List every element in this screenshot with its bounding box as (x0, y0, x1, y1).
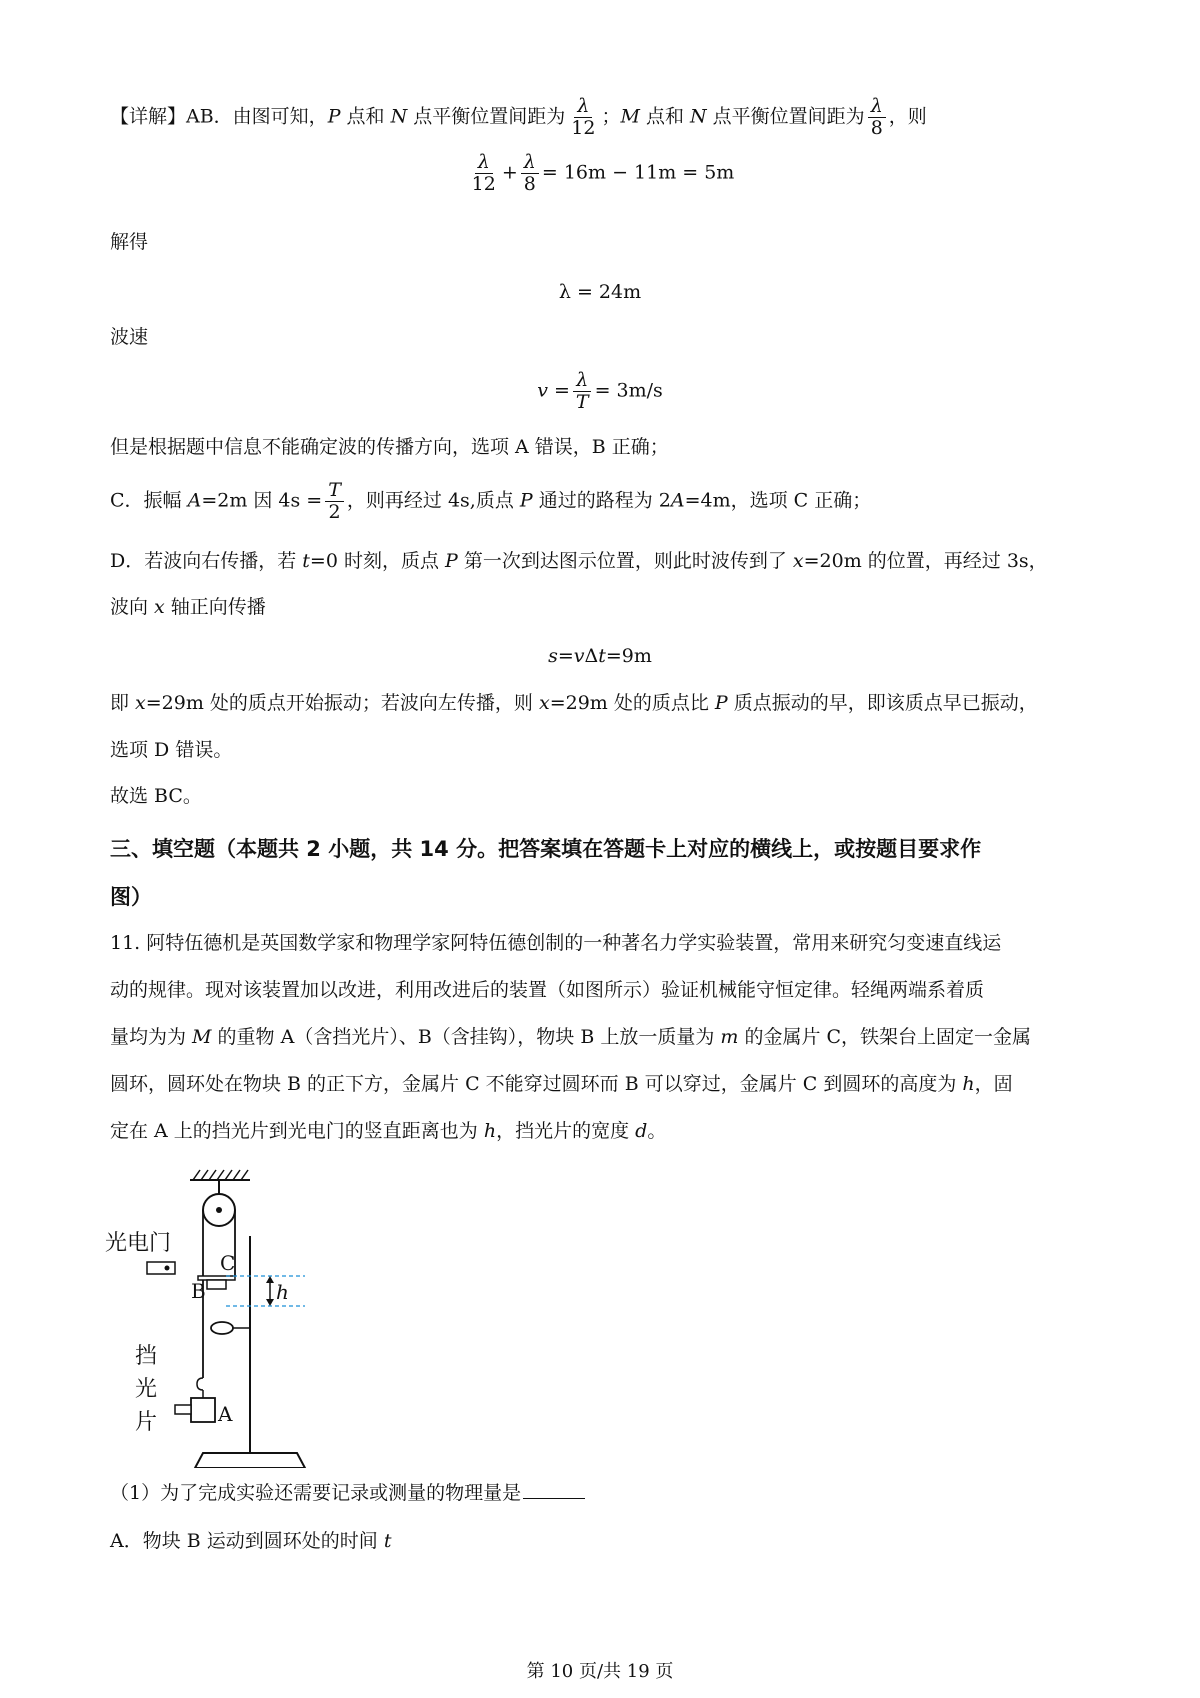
text: 8 (870, 116, 883, 139)
var: v (573, 645, 585, 667)
var: t (302, 550, 310, 572)
text: =0 时刻，质点 (309, 550, 446, 572)
sub-question-1 (110, 1482, 585, 1505)
var: N (390, 105, 408, 128)
var: P (445, 550, 458, 572)
text: 的金属片 C，铁架台上固定一金属 (738, 1026, 1032, 1048)
var: λ (523, 151, 536, 173)
block-b (207, 1280, 226, 1289)
label-a: A (218, 1402, 233, 1426)
solution-line-D2 (110, 596, 266, 619)
hook (197, 1378, 203, 1390)
text: 圆环，圆环处在物块 B 的正下方，金属片 C 不能穿过圆环而 B 可以穿过，金属片 C 到圆环的高度为 (110, 1073, 963, 1095)
text: = 3m/s (594, 379, 663, 402)
text: 点平衡位置间距为 (407, 105, 566, 128)
question-text (110, 1073, 1013, 1096)
var: P (327, 105, 341, 128)
h-arrow-head-down (266, 1299, 274, 1306)
question-text: 动的规律。现对该装置加以改进，利用改进后的装置（如图所示）验证机械能守恒定律。轻绳两端系着质 (110, 979, 985, 1001)
text: 2 (328, 500, 341, 523)
text: 12 (471, 172, 496, 195)
fraction-T-2 (325, 480, 344, 523)
text: D．若波向右传播，若 (110, 550, 303, 572)
var: d (635, 1120, 648, 1142)
var: λ (870, 95, 883, 117)
text: 第一次到达图示位置，则此时波传到了 (457, 550, 793, 572)
equation-1 (0, 152, 1200, 195)
label-b: B (191, 1279, 206, 1303)
text-line: 选项 D 错误。 (110, 739, 233, 761)
var: P (519, 489, 533, 512)
equation-3 (0, 370, 1200, 413)
text: （1）为了完成实验还需要记录或测量的物理量是 (110, 1482, 522, 1504)
fraction-lambda-12 (568, 96, 598, 139)
label-h: h (276, 1280, 289, 1304)
ceiling-hatch (193, 1170, 248, 1180)
var: M (192, 1026, 212, 1048)
solution-line-ji (110, 692, 1038, 715)
var: x (135, 692, 146, 714)
text: Δ (584, 645, 599, 667)
text: 轴正向传播 (164, 596, 266, 618)
text: ； (601, 105, 621, 128)
text: 点和 (639, 105, 691, 128)
text: ，则再经过 4s,质点 (346, 489, 520, 512)
var: M (620, 105, 640, 128)
text: 质点振动的早，即该质点早已振动， (727, 692, 1038, 714)
label-dang: 挡 (135, 1344, 158, 1369)
var: x (792, 550, 804, 572)
var: t (598, 645, 606, 667)
text: = (553, 379, 570, 402)
option-a (110, 1530, 391, 1553)
text: 8 (523, 172, 536, 195)
pulley-axle (216, 1207, 222, 1213)
label-c: C (220, 1251, 236, 1275)
section-heading-cont: 图） (110, 885, 152, 909)
text: + (501, 161, 518, 184)
text: = (557, 645, 574, 667)
text: =20m 的位置，再经过 3s， (803, 550, 1048, 572)
answer-blank (523, 1498, 585, 1499)
text: =2m 因 4s = (201, 489, 323, 512)
var: x (154, 596, 165, 618)
var: v (537, 379, 548, 402)
var: P (714, 692, 728, 714)
text: = 16m − 11m = 5m (541, 161, 735, 184)
var: t (383, 1530, 392, 1552)
text: 量均为为 (110, 1026, 193, 1048)
question-text (110, 1120, 666, 1143)
photogate-sensor (165, 1266, 170, 1271)
text: 。 (647, 1120, 667, 1142)
fraction-lambda-T (573, 370, 592, 413)
var: λ (576, 369, 589, 391)
fraction-lambda-8 (521, 152, 539, 195)
question-text: 11. 阿特伍德机是英国数学家和物理学家阿特伍德创制的一种著名力学实验装置，常用来研究匀变速直线运 (110, 932, 1002, 954)
fraction-lambda-8 (868, 96, 886, 139)
text-jiede: 解得 (110, 231, 149, 253)
var: A (670, 489, 685, 512)
text: =9m (605, 645, 652, 667)
var: m (720, 1026, 739, 1048)
block-a (191, 1398, 215, 1422)
text: =4m，选项 C 正确； (684, 489, 872, 512)
equation-2: λ = 24m (558, 281, 642, 303)
solution-line-1 (110, 96, 927, 139)
var: s (548, 645, 558, 667)
label-pian: 片 (135, 1410, 158, 1435)
solution-line-C (110, 480, 871, 523)
text: =29m 处的质点开始振动；若波向左传播，则 (145, 692, 539, 714)
text: A．物块 B 运动到圆环处的时间 (110, 1530, 384, 1552)
text: 点和 (340, 105, 391, 128)
var: T (328, 479, 341, 501)
text: 波向 (110, 596, 155, 618)
label-photogate: 光电门 (105, 1231, 172, 1256)
light-shield (175, 1405, 191, 1414)
section-heading: 三、填空题（本题共 2 小题，共 14 分。把答案填在答题卡上对应的横线上，或按题目要求作 (110, 837, 982, 861)
var: x (538, 692, 550, 714)
text: 的重物 A（含挡光片）、B（含挂钩），物块 B 上放一质量为 (211, 1026, 721, 1048)
text: ，固 (974, 1073, 1013, 1095)
h-arrow-head-up (266, 1276, 274, 1283)
question-text (110, 1026, 1031, 1049)
text: 点平衡位置间距为 (706, 105, 865, 128)
text-line: 故选 BC。 (110, 785, 202, 807)
text: C．振幅 (110, 489, 188, 512)
photogate (147, 1262, 175, 1274)
text: 12 (571, 116, 596, 139)
metal-ring (211, 1322, 233, 1334)
text: ，挡光片的宽度 (496, 1120, 636, 1142)
equation-4 (0, 645, 1200, 667)
var: λ (577, 95, 590, 117)
text: =29m 处的质点比 (549, 692, 715, 714)
var: h (962, 1073, 975, 1095)
text-line: 但是根据题中信息不能确定波的传播方向，选项 A 错误，B 正确； (110, 436, 669, 458)
text: 【详解】AB．由图可知， (110, 105, 328, 128)
fraction-lambda-12 (469, 152, 499, 195)
label-guang: 光 (135, 1377, 158, 1402)
var: h (483, 1120, 497, 1142)
text: ，则 (888, 105, 927, 128)
var: A (187, 489, 202, 512)
atwood-machine-figure (105, 1158, 335, 1468)
stand-base (195, 1453, 305, 1468)
solution-line-D (110, 550, 1048, 573)
page-footer: 第 10 页/共 19 页 (526, 1661, 674, 1682)
text-bosu: 波速 (110, 326, 149, 348)
text: 定在 A 上的挡光片到光电门的竖直距离也为 (110, 1120, 484, 1142)
var: N (690, 105, 707, 128)
text: 通过的路程为 2 (532, 489, 671, 512)
text: 即 (110, 692, 136, 714)
var: T (575, 390, 589, 413)
var: λ (477, 151, 490, 173)
